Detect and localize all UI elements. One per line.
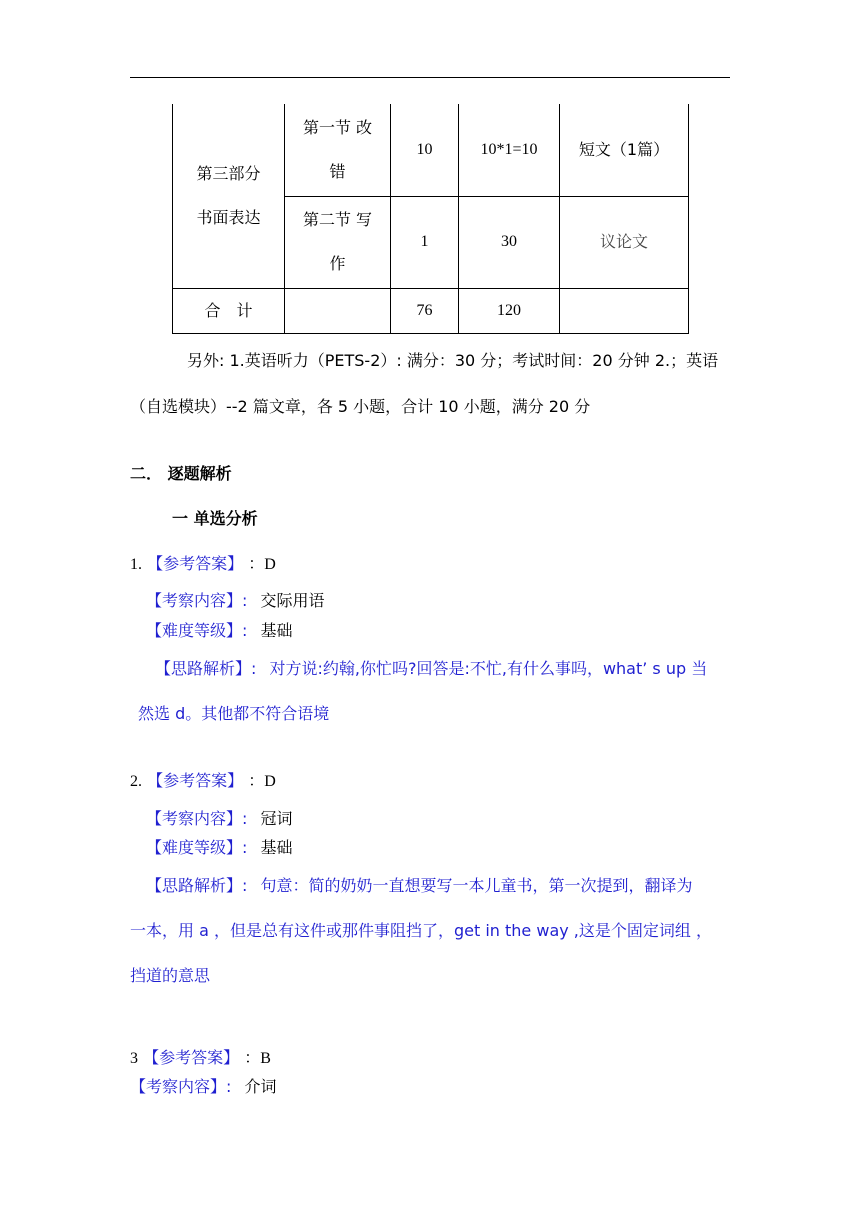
total-part-empty xyxy=(285,288,391,333)
q1-level-label: 【难度等级】: xyxy=(146,621,248,640)
note-line1: 另外: 1.英语听力（PETS-2）: 满分：30 分；考试时间：20 分钟 2.；英语 xyxy=(187,351,719,370)
q2-level-label: 【难度等级】: xyxy=(146,838,248,857)
q1-answer-line xyxy=(130,551,276,574)
q2-answer: ：D xyxy=(248,773,276,790)
q2-content-label: 【考察内容】: xyxy=(146,809,248,828)
q2-level: 基础 xyxy=(260,838,293,857)
type-cell: 短文（1篇） xyxy=(560,104,689,196)
q3-answer-label: 【参考答案】 xyxy=(143,1048,240,1067)
table-row xyxy=(173,104,689,196)
q2-analysis-text1: 句意：简的奶奶一直想要写一本儿童书，第一次提到，翻译为 xyxy=(260,876,693,895)
part-line2: 错 xyxy=(329,161,346,181)
q1-answer: ：D xyxy=(248,556,276,573)
section2-subheading: 一 单选分析 xyxy=(172,509,258,528)
total-score: 120 xyxy=(459,288,560,333)
q2-analysis-line3: 挡道的意思 xyxy=(130,966,211,985)
section-label-cell xyxy=(173,104,285,288)
total-count: 76 xyxy=(391,288,459,333)
score-cell: 30 xyxy=(459,196,560,288)
part-cell xyxy=(285,104,391,196)
q1-content-line xyxy=(146,588,325,611)
total-label: 合 计 xyxy=(173,288,285,333)
q3-answer-line xyxy=(130,1045,271,1068)
q3-number: 3 xyxy=(130,1050,138,1067)
q2-answer-label: 【参考答案】 xyxy=(147,771,244,790)
q2-number: 2. xyxy=(130,773,142,790)
q1-level: 基础 xyxy=(260,621,293,640)
score-cell: 10*1=10 xyxy=(459,104,560,196)
q2-answer-line xyxy=(130,768,276,791)
q3-content-label: 【考察内容】: xyxy=(130,1077,232,1096)
score-table xyxy=(172,104,689,334)
q1-level-line xyxy=(146,618,293,641)
section-label-line1: 第三部分 xyxy=(196,163,261,183)
q1-analysis-label: 【思路解析】: xyxy=(155,659,257,678)
type-cell: 议论文 xyxy=(560,196,689,288)
total-row xyxy=(173,288,689,333)
q1-analysis-text1: 对方说:约翰,你忙吗?回答是:不忙,有什么事吗，what’ s up 当 xyxy=(269,659,708,678)
total-type-empty xyxy=(560,288,689,333)
q2-content-line xyxy=(146,806,293,829)
part-cell xyxy=(285,196,391,288)
q3-content-line xyxy=(130,1074,277,1097)
q2-analysis-line1 xyxy=(146,873,693,896)
q3-content: 介词 xyxy=(244,1077,277,1096)
part-line1: 第一节 改 xyxy=(302,117,373,137)
note-line2: （自选模块）--2 篇文章，各 5 小题，合计 10 小题，满分 20 分 xyxy=(130,397,591,416)
section-label-line2: 书面表达 xyxy=(196,207,261,227)
q2-level-line xyxy=(146,835,293,858)
q1-answer-label: 【参考答案】 xyxy=(147,554,244,573)
count-cell: 10 xyxy=(391,104,459,196)
q3-answer: ：B xyxy=(244,1050,271,1067)
part-line2: 作 xyxy=(329,254,346,273)
q2-analysis-line2: 一本，用 a ，但是总有这件或那件事阻挡了，get in the way ,这是个固定词组 ， xyxy=(130,921,712,940)
header-rule xyxy=(130,77,730,78)
part-line1: 第二节 写 xyxy=(302,210,373,229)
count-cell: 1 xyxy=(391,196,459,288)
q1-content-label: 【考察内容】: xyxy=(146,591,248,610)
q1-analysis-line2: 然选 d。其他都不符合语境 xyxy=(138,704,330,723)
q1-content: 交际用语 xyxy=(260,591,325,610)
section2-heading: 二． 逐题解析 xyxy=(130,464,232,483)
q2-analysis-label: 【思路解析】: xyxy=(146,876,248,895)
q1-number: 1. xyxy=(130,556,142,573)
q2-content: 冠词 xyxy=(260,809,293,828)
q1-analysis-line1 xyxy=(155,656,707,679)
